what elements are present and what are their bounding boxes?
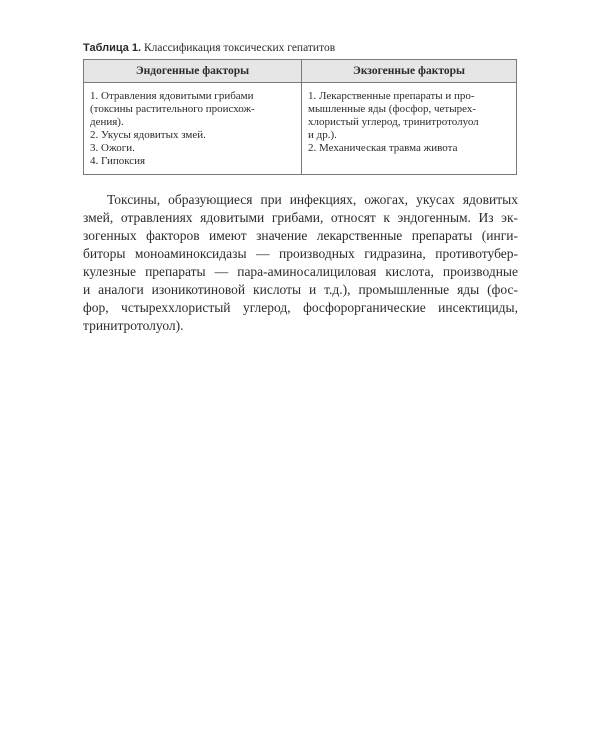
exogenous-line: мышленные яды (фосфор, четырех- — [308, 103, 477, 115]
paragraph-line: кулезные препараты — пара-аминосалициловая кислота, производные — [83, 264, 518, 279]
exogenous-factors-cell — [302, 83, 517, 175]
header-exogenous: Экзогенные факторы — [302, 60, 517, 83]
paragraph-line: фор, чстырехxлористый углерод, фосфорорганические инсектициды, — [83, 300, 518, 315]
endogenous-line: 4. Гипоксия — [90, 155, 146, 167]
exogenous-line: 2. Механическая травма живота — [308, 142, 458, 154]
paragraph-line: тринитротолуол). — [83, 318, 184, 333]
table-caption-text: Классификация токсических гепатитов — [141, 42, 336, 54]
table-caption — [83, 41, 518, 55]
page-content — [83, 41, 518, 335]
exogenous-line: хлористый углерод, тринитротолуол — [308, 116, 479, 128]
paragraph-line: зогенных факторов имеют значение лекарственные препараты (инги- — [83, 228, 518, 243]
paragraph-line: Токсины, образующиеся при инфекциях, ожогах, укусах ядовитых — [107, 192, 518, 207]
endogenous-line: 2. Укусы ядовитых змей. — [90, 129, 206, 141]
paragraph-line: и аналоги изоникотиновой кислоты и т.д.), промышленные яды (фос- — [83, 282, 518, 297]
table-header-row — [84, 60, 517, 83]
paragraph-line: змей, отравлениях ядовитыми грибами, относят к эндогенным. Из эк- — [83, 210, 518, 225]
endogenous-line: (токсины растительного происхож- — [90, 103, 255, 115]
endogenous-line: дения). — [90, 116, 124, 128]
exogenous-line: и др.). — [308, 129, 337, 141]
endogenous-line: 3. Ожоги. — [90, 142, 135, 154]
body-paragraph — [83, 191, 518, 335]
exogenous-line: 1. Лекарственные препараты и про- — [308, 90, 475, 102]
paragraph-line: биторы моноаминоксидазы — производных гидразина, противотубер- — [83, 246, 518, 261]
header-endogenous: Эндогенные факторы — [84, 60, 302, 83]
endogenous-line: 1. Отравления ядовитыми грибами — [90, 90, 254, 102]
table-caption-label: Таблица 1. — [83, 42, 142, 54]
table-row — [84, 83, 517, 175]
endogenous-factors-cell — [84, 83, 302, 175]
classification-table — [83, 59, 517, 175]
